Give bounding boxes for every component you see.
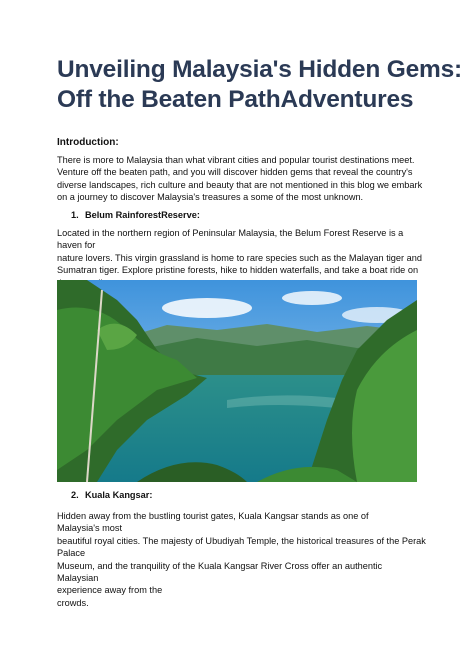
section-2-line: Malaysian [57,573,99,584]
title-line-1: Unveiling Malaysia's Hidden Gems: [57,56,462,83]
intro-line: There is more to Malaysia than what vibrant cities and popular tourist destinations meet. [57,155,415,165]
section-2-line: crowds. [57,597,89,608]
document-title [57,55,462,115]
section-1-number: 1. [71,210,79,220]
introduction-heading: Introduction: [57,137,119,148]
section-2-line: Malaysia's most [57,523,123,534]
section-1-line: Located in the northern region of Peninsular Malaysia, the Belum Forest Reserve is a [57,228,404,238]
section-1-line: haven for [57,240,96,251]
section-2-line: Museum, and the tranquility of the Kuala Kangsar River Cross offer an authentic [57,560,383,571]
title-line-2: Off the Beaten PathAdventures [57,86,414,113]
intro-line: on a journey to discover Malaysia's treasures a some of the most unknown. [57,192,364,203]
section-1-title: Belum RainforestReserve: [85,210,200,220]
section-2-paragraph [57,510,426,609]
section-2-line: experience away from the [57,585,163,596]
section-2-line: Palace [57,548,86,559]
section-1-heading [71,210,200,220]
section-2-title: Kuala Kangsar: [85,490,153,500]
section-2-line: Hidden away from the bustling tourist gates, Kuala Kangsar stands as one of [57,511,369,521]
section-2-heading [71,490,152,500]
intro-line: diverse landscapes, rich culture and beauty that are not mentioned in this blog we embark [57,179,423,190]
intro-line: Venture off the beaten path, and you will discover hidden gems that reveal the country's [57,167,413,178]
section-1-line: Sumatran tiger. Explore pristine forests, hike to hidden waterfalls, and take a boat ride on [57,265,419,276]
introduction-paragraph [57,154,422,204]
section-2-number: 2. [71,490,79,500]
lake-landscape-illustration [57,280,417,482]
section-1-line: nature lovers. This virgin grassland is home to rare species such as the Malayan tiger and [57,252,422,263]
belum-rainforest-photo [57,280,417,482]
section-2-line: beautiful royal cities. The majesty of Ubudiyah Temple, the historical treasures of the Perak [57,535,426,546]
